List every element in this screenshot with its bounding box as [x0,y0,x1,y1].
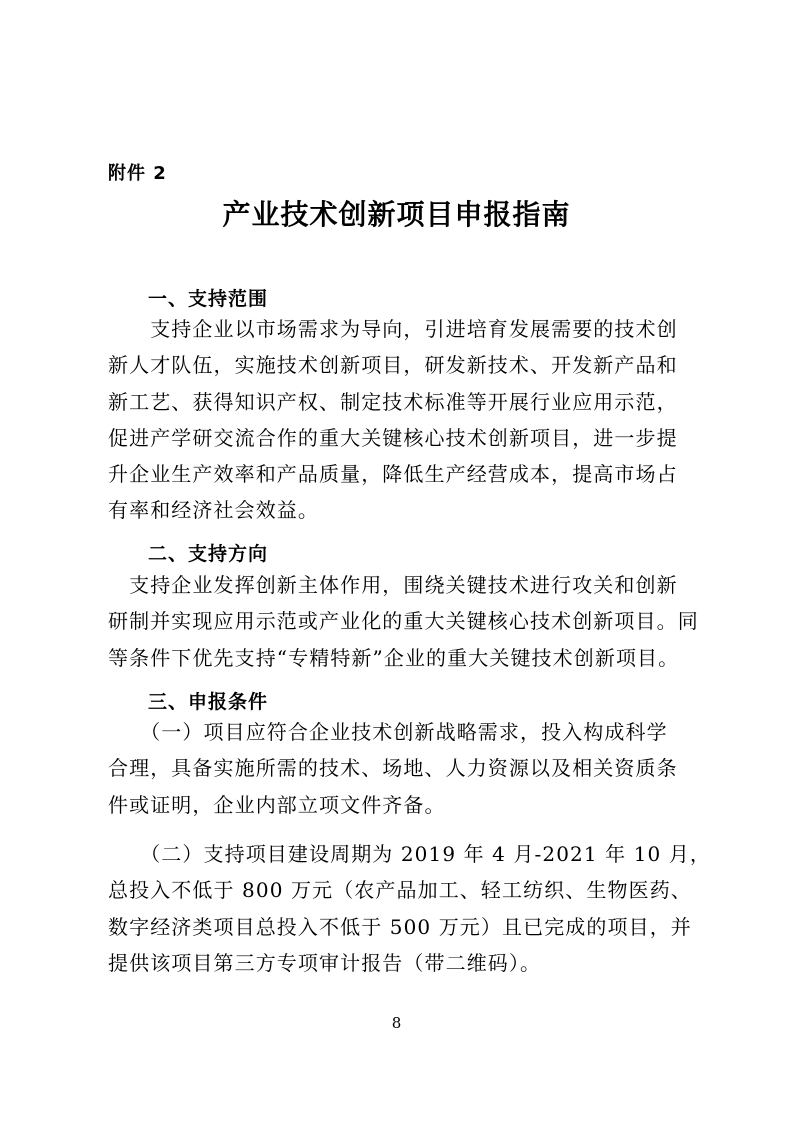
attachment-label: 附件 2 [108,163,167,184]
section-conditions-para1 [108,714,690,823]
section-heading-direction: 二、支持方向 [148,543,269,565]
paragraph-line: 新人才队伍，实施技术创新项目，研发新技术、开发新产品和 [108,353,678,378]
paragraph-line: 支持企业以市场需求为导向，引进培育发展需要的技术创 [108,317,678,341]
paragraph-line: 提供该项目第三方专项审计报告（带二维码）。 [108,950,542,975]
section-heading-conditions: 三、申报条件 [148,691,269,713]
section-conditions-para2 [108,836,712,981]
paragraph-line: 等条件下优先支持“专精特新”企业的重大关键技术创新项目。 [108,645,680,670]
section-scope-body [108,311,690,529]
paragraph-line: （二）支持项目建设周期为 2019 年 4 月-2021 年 10 月， [108,842,712,866]
paragraph-line: 促进产学研交流合作的重大关键核心技术创新项目，进一步提 [108,425,678,450]
section-direction-body [108,567,699,676]
paragraph-line: 合理，具备实施所需的技术、场地、人力资源以及相关资质条 [108,756,678,781]
paragraph-line: 支持企业发挥创新主体作用，围绕关键技术进行攻关和创新 [108,573,678,597]
paragraph-line: 升企业生产效率和产品质量，降低生产经营成本，提高市场占 [108,462,678,487]
paragraph-line: 件或证明，企业内部立项文件齐备。 [108,792,446,817]
paragraph-line: 新工艺、获得知识产权、制定技术标准等开展行业应用示范， [108,389,678,414]
page-number: 8 [391,1014,402,1032]
document-title: 产业技术创新项目申报指南 [222,198,571,231]
paragraph-line: 有率和经济社会效益。 [108,498,319,523]
paragraph-line: （一）项目应符合企业技术创新战略需求，投入构成科学 [108,720,668,744]
paragraph-line: 数字经济类项目总投入不低于 500 万元）且已完成的项目，并 [108,914,692,939]
section-heading-scope: 一、支持范围 [148,288,269,310]
paragraph-line: 研制并实现应用示范或产业化的重大关键核心技术创新项目。同 [108,609,699,634]
paragraph-line: 总投入不低于 800 万元（农产品加工、轻工纺织、生物医药、 [108,878,692,903]
